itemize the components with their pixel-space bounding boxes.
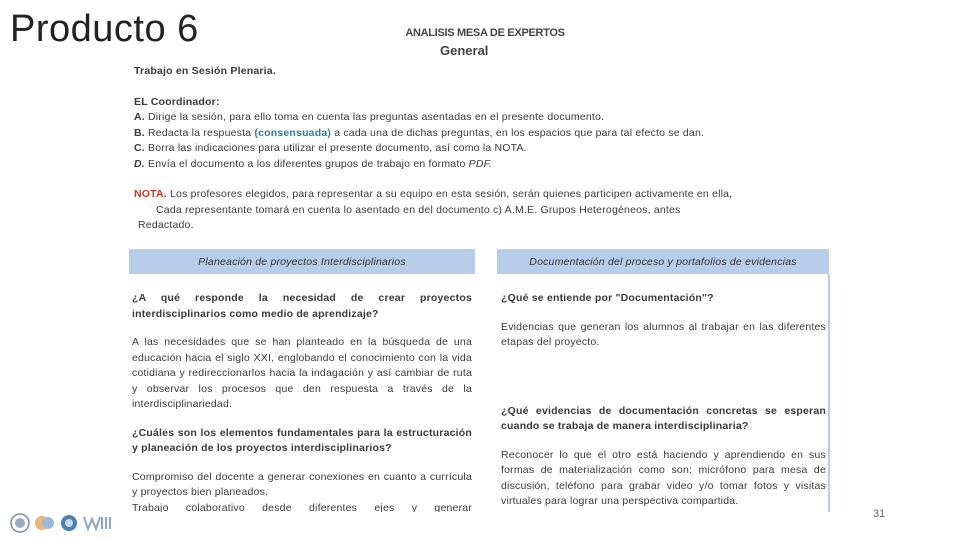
nota-line-2: Cada representante tomará en cuenta lo asentado en del documento c) A.M.E. Grupos Heterogéneos, antes: [156, 203, 681, 216]
step-c: [134, 141, 824, 157]
step-d: [134, 157, 824, 173]
step-b-text-1: Redacta la respuesta: [144, 126, 255, 139]
left-column-header: Planeación de proyectos Interdisciplinarios: [129, 249, 475, 274]
step-d-format: PDF.: [468, 157, 493, 170]
nota-line-1: [134, 187, 824, 203]
nota-text-1: Los profesores elegidos, para representar a su equipo en esta sesión, serán quienes participen activamente en ella,: [166, 188, 733, 200]
right-column-header: Documentación del proceso y portafolios de evidencias: [497, 249, 829, 274]
institution-logo-icon: [34, 513, 56, 533]
document-heading: [400, 27, 570, 58]
left-column: [132, 291, 472, 512]
nota-label: NOTA.: [134, 188, 167, 200]
wordmark-logo-icon: [82, 513, 112, 533]
right-answer-1: Evidencias que generan los alumnos al trabajar en las diferentes etapas del proyecto.: [501, 320, 826, 348]
step-a-text: Dirige la sesión, para ello toma en cuenta las preguntas asentadas en el presente documento.: [144, 111, 605, 123]
step-c-letter: C.: [134, 142, 145, 154]
heading-line-1: ANALISIS MESA DE EXPERTOS: [405, 27, 565, 39]
step-d-text: Envía el documento a los diferentes grupos de trabajo en formato: [144, 157, 469, 170]
step-b-text-2: a cada una de dichas preguntas, en los espacios que para tal efecto se dan.: [331, 126, 705, 139]
instructions: [134, 64, 824, 234]
left-question-2: ¿Cuáles son los elementos fundamentales para la estructuración y planeación de los proyectos interdisciplinarios?: [132, 426, 472, 454]
right-question-1: ¿Qué se entiende por "Documentación"?: [501, 292, 714, 304]
step-b-letter: B.: [134, 126, 145, 139]
left-answer-1: A las necesidades que se han planteado en la búsqueda de una educación hacia el siglo XXI, englobando el conocimiento con la vida cotidiana y redireccionarlos hacia la indagación y así cambiar de ruta y observar los procesos que den respuesta a través de la interdisciplinariedad.: [132, 336, 472, 410]
right-answer-2: Reconocer lo que el otro está haciendo y aprendiendo en sus formas de materialización como son: micrófono para mesa de discusión, teléfono para grabar video y/o tomar fotos y visitas virtuales para lograr una perspectiva compartida.: [501, 448, 826, 507]
step-b-highlight: (consensuada): [254, 126, 332, 139]
slide-title: Producto 6: [10, 8, 199, 50]
step-c-text: Borra las indicaciones para utilizar el presente documento, así como la NOTA.: [144, 142, 527, 154]
step-d-letter: D.: [134, 157, 145, 170]
nota-line-3: Redactado.: [138, 219, 194, 231]
step-a-letter: A.: [134, 111, 145, 123]
right-column: [501, 291, 826, 510]
unam-seal-icon: [10, 513, 30, 533]
right-column-border: [828, 274, 830, 512]
badge-logo-icon: [60, 514, 78, 532]
page-number: 31: [873, 508, 886, 520]
left-answer-2b: Trabajo colaborativo desde diferentes ejes y generar: [132, 501, 472, 512]
document-body: [128, 60, 833, 512]
step-a: [134, 110, 824, 126]
step-b: [134, 126, 824, 142]
heading-line-2: General: [440, 43, 489, 58]
coordinator-label: EL Coordinador:: [134, 95, 220, 108]
right-question-2: ¿Qué evidencias de documentación concretas se esperan cuando se trabaja de manera interdisciplinaria?: [501, 404, 826, 432]
footer-logos: [10, 512, 112, 534]
session-label: Trabajo en Sesión Plenaria.: [134, 65, 276, 77]
left-question-1: ¿A qué responde la necesidad de crear proyectos interdisciplinarios como medio de aprendizaje?: [132, 292, 472, 320]
left-answer-2a: Compromiso del docente a generar conexiones en cuanto a currícula y proyectos bien planeados.: [132, 470, 472, 498]
